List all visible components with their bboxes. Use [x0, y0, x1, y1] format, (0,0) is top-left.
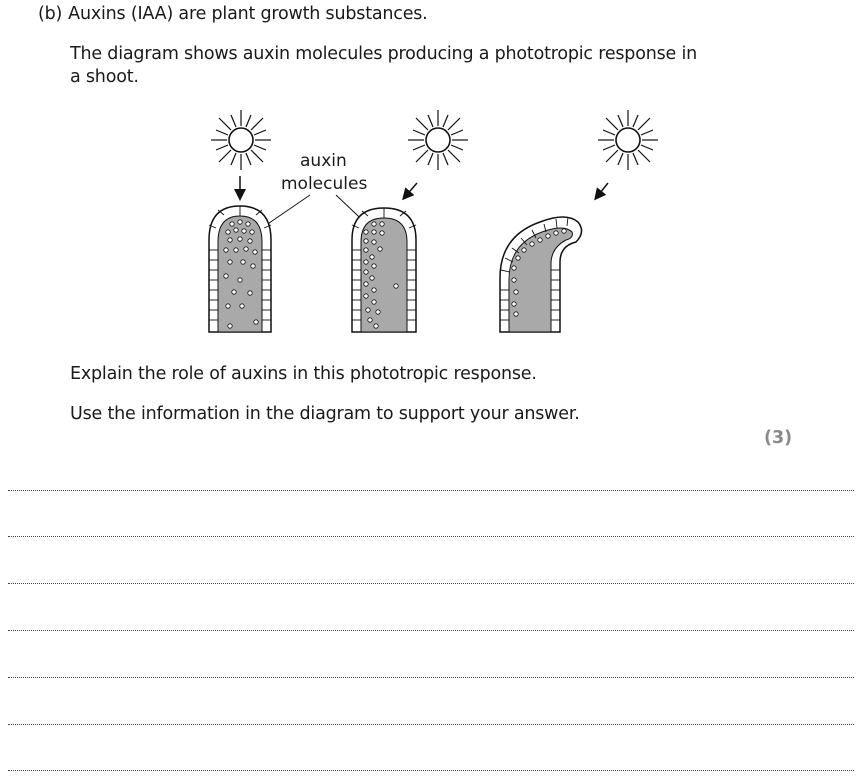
answer-line[interactable]: [8, 724, 854, 725]
answer-line[interactable]: [8, 770, 854, 771]
shoot-straight: [209, 206, 271, 332]
auxin-label: [281, 151, 367, 194]
shoot-auxin-shaded-side: [352, 208, 416, 332]
auxin-label-line-1: auxin: [300, 151, 347, 171]
answer-line[interactable]: [8, 490, 854, 491]
phototropism-diagram: [0, 0, 861, 360]
shoot-bent-towards-light: [500, 217, 582, 332]
light-arrow-middle: [404, 183, 417, 198]
auxin-label-line-2: molecules: [281, 174, 368, 194]
sun-icon-left: [211, 110, 271, 170]
marks-available: (3): [764, 428, 793, 448]
answer-line[interactable]: [8, 536, 854, 537]
answer-line[interactable]: [8, 677, 854, 678]
question-stem: Auxins (IAA) are plant growth substances.: [68, 4, 428, 24]
instruction-use-diagram: Use the information in the diagram to support your answer.: [70, 404, 580, 424]
answer-line[interactable]: [8, 630, 854, 631]
question-intro: The diagram shows auxin molecules producing a phototropic response in a shoot.: [70, 44, 698, 87]
instruction-explain: Explain the role of auxins in this phototropic response.: [70, 364, 537, 384]
sun-icon-middle: [408, 110, 468, 170]
question-part-label: (b): [38, 4, 63, 24]
answer-line[interactable]: [8, 583, 854, 584]
sun-icon-right: [598, 110, 658, 170]
light-arrow-right: [596, 183, 608, 198]
